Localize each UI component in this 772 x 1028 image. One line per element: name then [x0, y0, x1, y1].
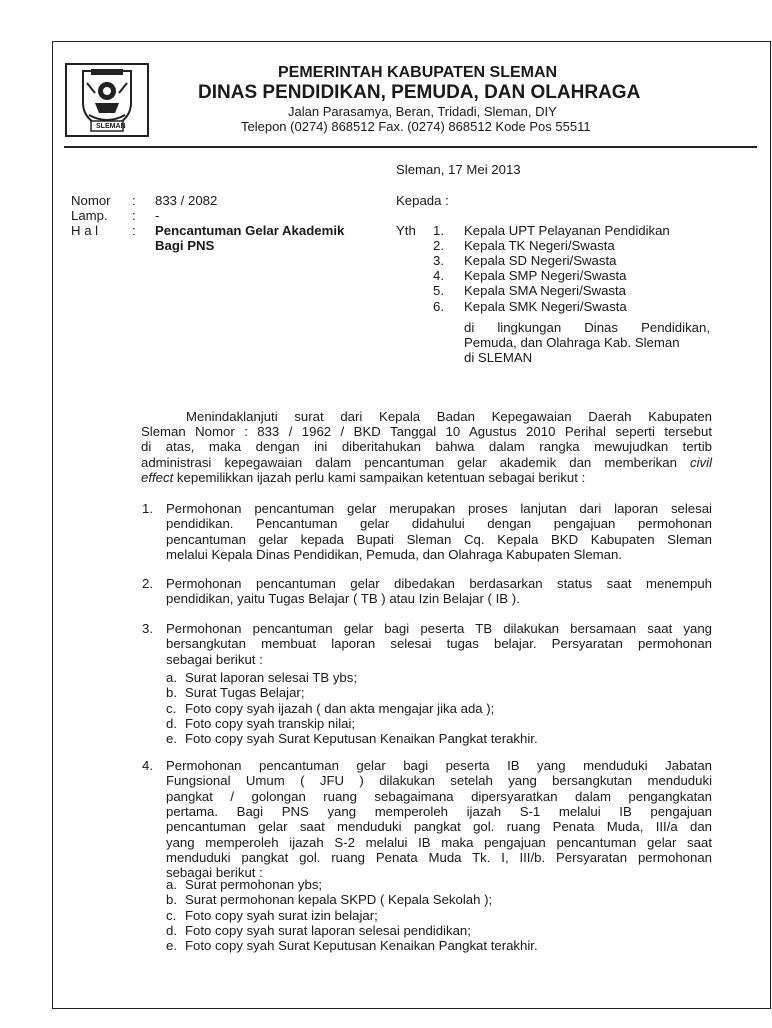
sub-item-key: e.: [166, 938, 177, 954]
intro-line-5-italic: effect: [141, 469, 174, 485]
intro-line-5-text: kepemilikkan ijazah perlu kami sampaikan ketentuan sebagai berikut :: [173, 469, 586, 485]
item-number: 1.: [142, 501, 153, 516]
item-text-line: sebagai berikut :: [166, 865, 263, 881]
lamp-value: -: [155, 208, 160, 223]
recipient-number: 5.: [433, 283, 444, 298]
intro-line-4-text: administrasi kepegawaian dalam pencantuman gelar akademik dan memberikan: [141, 454, 691, 470]
sub-item-text: Surat permohonan kepala SKPD ( Kepala Sekolah );: [185, 892, 493, 908]
sub-item-key: d.: [166, 922, 177, 938]
hal-colon: :: [132, 223, 136, 238]
recipient-item: Kepala SMP Negeri/Swasta: [464, 268, 627, 283]
sleman-coat-of-arms-logo: [65, 63, 149, 137]
recipient-item: Kepala TK Negeri/Swasta: [464, 238, 615, 253]
sub-item-text: Surat Tugas Belajar;: [185, 685, 305, 701]
recipient-location-3: di SLEMAN: [464, 350, 533, 365]
letterhead-contact: Telepon (0274) 868512 Fax. (0274) 868512 Kode Pos 55511: [241, 119, 591, 134]
letterhead-divider: [64, 146, 757, 148]
item-text-line: melalui Kepala Dinas Pendidikan, Pemuda, dan Olahraga Kabupaten Sleman.: [166, 546, 622, 562]
item-text-line: pertama. Bagi PNS yang memperoleh ijazah S-1 melalui IB pengajuan: [166, 803, 712, 819]
letter-date: Sleman, 17 Mei 2013: [396, 162, 521, 177]
yth-label: Yth: [396, 223, 416, 238]
sub-item-text: Foto copy syah ijazah ( dan akta mengajar jika ada );: [185, 700, 495, 716]
sub-item-text: Foto copy syah Surat Keputusan Kenaikan Pangkat terakhir.: [185, 938, 538, 954]
recipient-number: 4.: [433, 268, 444, 283]
item-text-line: Permohonan pencantuman gelar bagi peserta TB dilakukan bersamaan saat yang: [166, 621, 712, 636]
sub-item-key: c.: [166, 907, 177, 923]
sub-item-key: a.: [166, 670, 177, 685]
item-number: 3.: [142, 621, 153, 636]
sub-item-text: Surat laporan selesai TB ybs;: [185, 670, 358, 685]
letterhead-office: DINAS PENDIDIKAN, PEMUDA, DAN OLAHRAGA: [198, 82, 641, 103]
item-text-line: Permohonan pencantuman gelar dibedakan berdasarkan status saat menempuh: [166, 576, 712, 591]
item-number: 4.: [142, 758, 153, 773]
sub-item-text: Foto copy syah surat izin belajar;: [185, 907, 378, 923]
hal-value-line1: Pencantuman Gelar Akademik: [155, 223, 345, 238]
kepada-label: Kepada :: [396, 193, 449, 208]
recipient-location-1: di lingkungan Dinas Pendidikan,: [464, 320, 710, 335]
hal-value-line2: Bagi PNS: [155, 238, 215, 253]
nomor-value: 833 / 2082: [155, 193, 218, 208]
sub-item-key: d.: [166, 715, 177, 731]
recipient-number: 2.: [433, 238, 444, 253]
recipient-item: Kepala SD Negeri/Swasta: [464, 253, 617, 268]
recipient-number: 1.: [433, 223, 444, 238]
item-text-line: menduduki pangkat gol. ruang Penata Muda Tk. I, III/b. Persyaratan permohonan: [166, 849, 712, 865]
sub-item-key: a.: [166, 877, 177, 892]
hal-label: H a l: [71, 223, 99, 238]
recipient-location-2: Pemuda, dan Olahraga Kab. Sleman: [464, 335, 680, 350]
sub-item-key: b.: [166, 685, 177, 701]
sub-item-key: e.: [166, 731, 177, 747]
recipient-item: Kepala UPT Pelayanan Pendidikan: [464, 223, 670, 238]
letterhead-government: PEMERINTAH KABUPATEN SLEMAN: [278, 64, 558, 81]
sub-item-key: c.: [166, 700, 177, 716]
intro-line-3: di atas, maka dengan ini diberitahukan bahwa dalam rangka mewujudkan tertib: [141, 439, 712, 455]
item-text-line: Permohonan pencantuman gelar merupakan proses lanjutan dari laporan selesai: [166, 501, 712, 516]
item-number: 2.: [142, 576, 153, 591]
intro-paragraph: [141, 409, 712, 424]
recipient-item: Kepala SMA Negeri/Swasta: [464, 283, 626, 298]
sub-item-text: Foto copy syah transkip nilai;: [185, 715, 356, 731]
intro-line-4: [141, 455, 712, 470]
nomor-colon: :: [132, 193, 136, 208]
recipient-number: 6.: [433, 299, 444, 314]
logo-label: SLEMAN: [96, 123, 126, 130]
item-text-line: pendidikan. Pencantuman gelar didahului dengan pengajuan permohonan: [166, 516, 712, 532]
letterhead-address: Jalan Parasamya, Beran, Tridadi, Sleman, DIY: [288, 104, 557, 119]
recipient-item: Kepala SMK Negeri/Swasta: [464, 299, 627, 314]
item-text-line: Permohonan pencantuman gelar bagi peserta IB yang menduduki Jabatan: [166, 758, 712, 773]
nomor-label: Nomor: [71, 193, 111, 208]
sub-item-text: Foto copy syah Surat Keputusan Kenaikan Pangkat terakhir.: [185, 731, 538, 747]
intro-line-1: Menindaklanjuti surat dari Kepala Badan Kepegawaian Daerah Kabupaten: [186, 409, 712, 424]
item-text-line: pencantuman gelar saat menduduki pangkat gol. ruang Penata Muda, III/a dan: [166, 819, 712, 835]
lamp-colon: :: [132, 208, 136, 223]
intro-line-4-italic: civil: [690, 454, 712, 470]
item-text-line: yang memperoleh ijazah S-2 melalui IB maka pengajuan pencantuman gelar saat: [166, 834, 712, 850]
sub-item-text: Surat permohonan ybs;: [185, 877, 323, 892]
lamp-label: Lamp.: [71, 208, 108, 223]
sub-item-key: b.: [166, 892, 177, 908]
item-text-line: pencantuman gelar kepada Bupati Sleman Cq. Kepala BKD Kabupaten Sleman: [166, 531, 712, 547]
item-text-line: Fungsional Umum ( JFU ) dilakukan setelah yang bersangkutan menduduki: [166, 773, 712, 789]
item-text-line: pendidikan, yaitu Tugas Belajar ( TB ) atau Izin Belajar ( IB ).: [166, 591, 520, 607]
intro-paragraph-cont: [141, 424, 712, 485]
recipient-number: 3.: [433, 253, 444, 268]
item-text-line: sebagai berikut :: [166, 651, 263, 667]
item-text-line: bersangkutan membuat laporan selesai tugas belajar. Persyaratan permohonan: [166, 636, 712, 652]
intro-line-5: [141, 470, 712, 485]
intro-line-2: Sleman Nomor : 833 / 1962 / BKD Tanggal 10 Agustus 2010 Perihal seperti tersebut: [141, 424, 712, 439]
sub-item-text: Foto copy syah surat laporan selesai pendidikan;: [185, 922, 471, 938]
item-text-line: pangkat / golongan ruang sebagaimana dipersyaratkan dalam pengangkatan: [166, 788, 712, 804]
